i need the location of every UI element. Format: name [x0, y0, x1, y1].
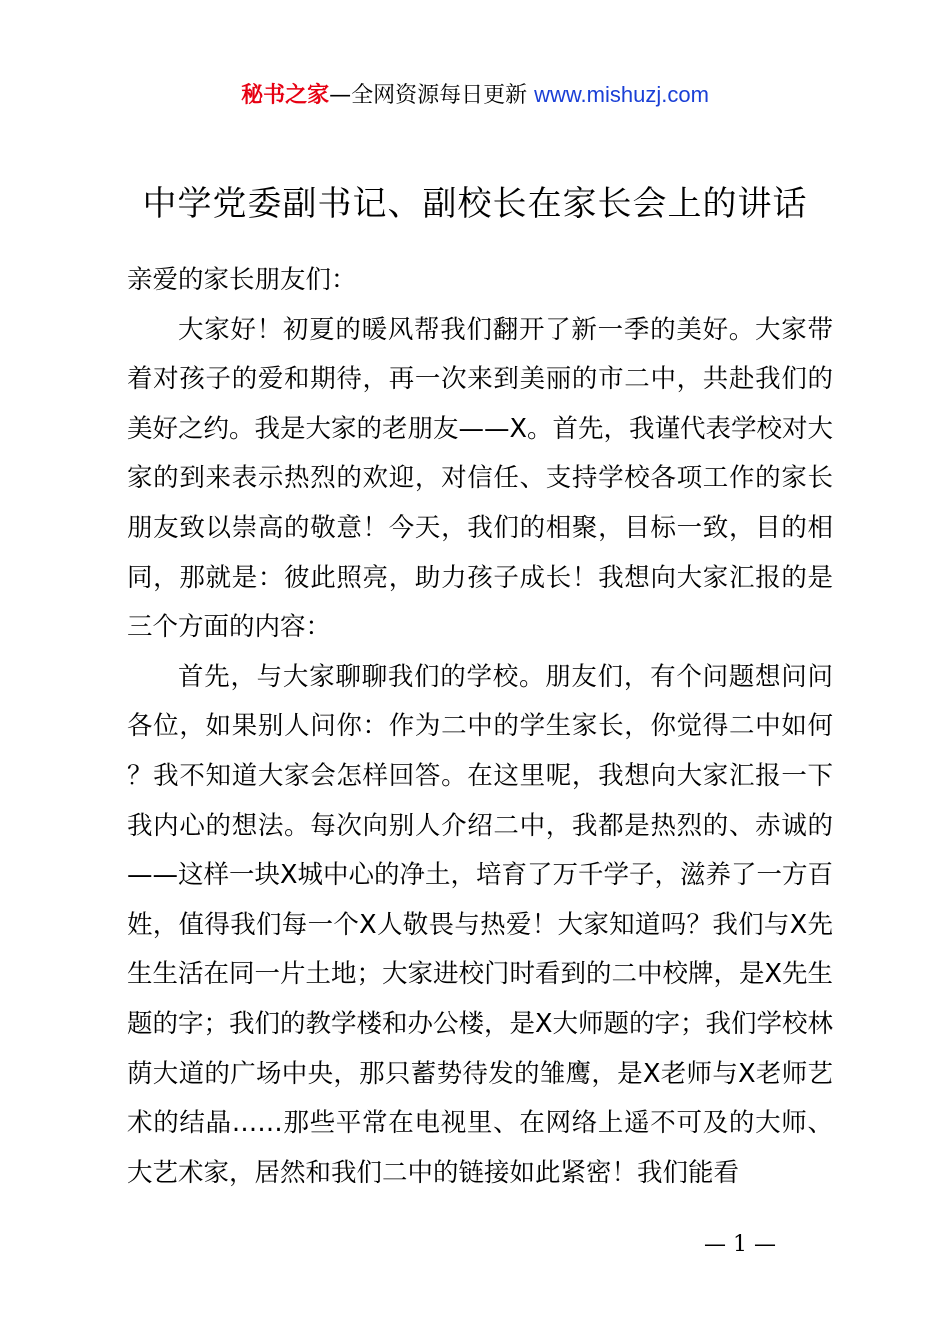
site-url-link[interactable]: www.mishuzj.com: [534, 82, 709, 107]
title-spacer: [127, 207, 833, 255]
site-header: [0, 78, 950, 113]
paragraph-2: 首先，与大家聊聊我们的学校。朋友们，有个问题想问问各位，如果别人问你：作为二中的学生家长，你觉得二中如何？我不知道大家会怎样回答。在这里呢，我想向大家汇报一下我内心的想法。每次向别人介绍二中，我都是热烈的、赤诚的——这样一块X城中心的净土，培育了万千学子，滋养了一方百姓，值得我们每一个X人敬畏与热爱！大家知道吗？我们与X先生生活在同一片土地；大家进校门时看到的二中校牌，是X先生题的字；我们的教学楼和办公楼，是X大师题的字；我们学校林荫大道的广场中央，那只蓄势待发的雏鹰，是X老师与X老师艺术的结晶……那些平常在电视里、在网络上遥不可及的大师、大艺术家，居然和我们二中的链接如此紧密！我们能看: [127, 661, 833, 1188]
paragraph-1: 大家好！初夏的暖风帮我们翻开了新一季的美好。大家带着对孩子的爱和期待，再一次来到美丽的市二中，共赴我们的美好之约。我是大家的老朋友——X。首先，我谨代表学校对大家的到来表示热烈的欢迎，对信任、支持学校各项工作的家长朋友致以崇高的敬意！今天，我们的相聚，目标一致，目的相同，那就是：彼此照亮，助力孩子成长！我想向大家汇报的是三个方面的内容：: [127, 314, 833, 643]
salutation: 亲爱的家长朋友们：: [127, 265, 357, 295]
page-number: — 1 —: [704, 1232, 776, 1257]
header-tagline: —全网资源每日更新: [329, 83, 528, 108]
brand-name: 秘书之家: [241, 83, 330, 108]
document-body: [127, 207, 833, 1198]
document-title: 中学党委副书记、副校长在家长会上的讲话: [142, 184, 808, 224]
